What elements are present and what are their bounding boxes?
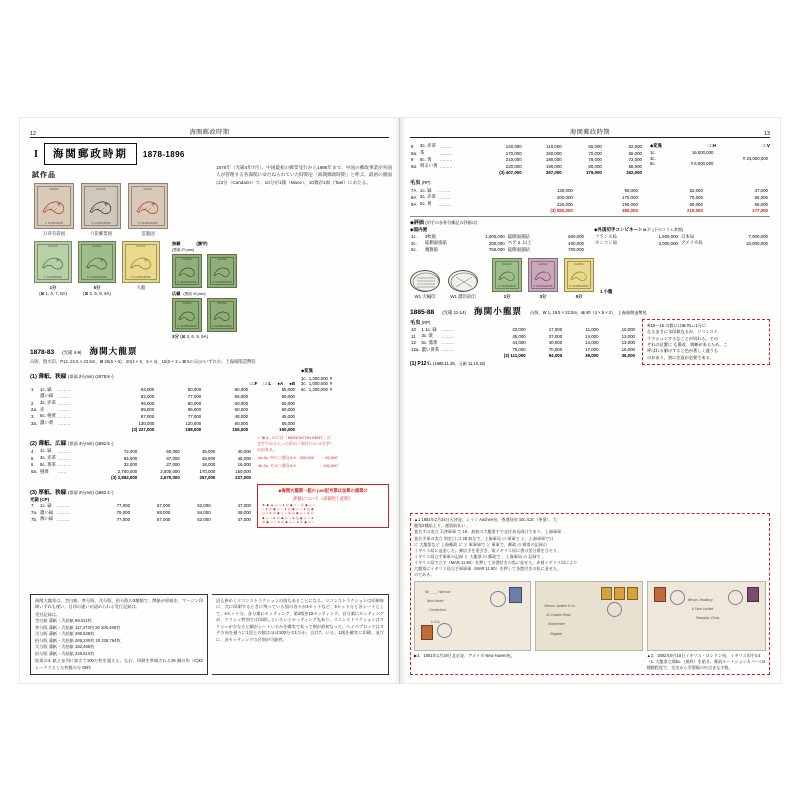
running-title-right: 海関郵政時期 (569, 129, 611, 136)
red-warning-title: ◆海関大龍票一組の just記号票は加算の値票の (278, 487, 368, 493)
small-dragon-3fen-price: 3分 (539, 294, 547, 300)
cancel-bars-icon (411, 271, 440, 292)
group2-annotation (257, 435, 389, 480)
cancel-mark-icon (410, 270, 440, 292)
note-line: イギリス局立手軍軍の記録 と 大龍票 の 郵政で 、上海軍局 の 記録で 、 (414, 554, 546, 560)
dragon-motif-icon (84, 251, 110, 273)
annot-line-1: ☆ ⊠ 4、5 には「MONCKTON KENT」の (257, 435, 331, 441)
dragon-motif-icon (497, 266, 517, 284)
combination-title: ◆外国切手コンビネーション (594, 227, 652, 233)
proof-stamp-2: CHINA 3 CANDARINS 六筐郵票図 (81, 183, 121, 237)
proof-caption-2: 六筐郵票図 (90, 231, 112, 236)
proof-caption-3: 雲龍図 (141, 231, 155, 236)
small-dragon-3fen: CHINA 3 CANDARINS 3分 (528, 258, 558, 300)
dragon-motif-icon (212, 306, 232, 324)
cancel-mark-icon (448, 270, 478, 292)
sidebox-line: ぞれの位置に も番改、判断があるため、こ (647, 342, 728, 348)
table-row: 7A 1c. 緑 ……… 130,000 90,000 52,000 47,000 (411, 187, 768, 194)
col-h2: □□L (263, 381, 272, 387)
stamp-row-2 (34, 241, 389, 340)
small-dragon-1fen-price: 1分 (503, 294, 511, 300)
group3-ref: (1883.3.-) (95, 489, 114, 495)
pair-wide: CHINA 3 CANDARINS CHINA 3 CANDARINS (172, 298, 237, 332)
annot-row: 4a 3c. 中に二部分4.9 200,000 60,000 (258, 454, 338, 461)
cover-photo-1: Mr. ____ Harrison New Haven Connecticut U.S.A. ▶2、1881年1月19日北京発、アメリカ New Haven宛。 (414, 581, 531, 671)
cover-photo-2: Messrs. Jardine & Co. 32 Cannon Road Manchester England (535, 581, 642, 671)
top-variant-block (650, 143, 770, 175)
right-page (400, 118, 780, 683)
group1-dim: (票面 2¹/₂mm) (67, 374, 94, 380)
table-row: 5 3c. 赤茶 ……… 84,000 87,000 48,000 45,000 (31, 455, 251, 461)
group1-price-table (30, 386, 297, 432)
stamp-5fen-detail: (⊠ 2, 5, 8, 9A) (83, 290, 111, 296)
note-line: イギリス局で立す（MAR 11 80）を押して各港付きの私に並せた。赤着イギリス印により (414, 560, 578, 566)
table-row: 7a. 濃い緑 ……… 79,000 69,000 54,000 49,000 (31, 509, 251, 516)
pair-narrow: CHINA 3 CANDARINS CHINA 3 CANDARINS (172, 254, 237, 288)
table-row: 8a. 茶 ……… 170,000 150,000 70,000 65,000 (411, 150, 642, 156)
group3-title: (3) 厚紙、狭縁 (30, 489, 67, 496)
ratings-title: ◆評価 (410, 220, 424, 227)
group3-price-table (30, 503, 253, 523)
stamp-3fen-price: 3分 (172, 333, 179, 339)
dragon-motif-icon (40, 251, 66, 273)
mao2-note: (RP) (421, 320, 431, 326)
table-row-total: (3) 227,000 198,000 155,000 150,000 (131, 426, 295, 432)
mao2-title: 毛虫 (410, 320, 421, 327)
table-row: 9 5c. 黄 ……… 210,000 180,000 78,000 72,000 (411, 156, 642, 163)
ledger-line: 拾分版 薄紙・弐拾紙 229,610枚 (35, 650, 95, 656)
col-h4: ●B (289, 381, 295, 387)
annot-row: 4b 3c. その二部分4.9 → 150,000 (258, 462, 338, 469)
footer-right-text: 這も狭めくリコンストラクションの図もあることになる。リコンストラクションは印刷毎に、次に印刷するときに残っている図の各々が4セットなど、4セット分と各シートとして、4セット分、各分業にセッティング、第2版を15セッティング、自分業にセッティングが、クリシェ特別では印刷しといろいとセッティング先あり。リコンストラクションはクリシェが少なると銅がシートいるかを確実であって割が最初なった、ヘイペブロックはタテ方向を通りに1回上の数はほぼ100分の1だか、合計7。いる。1銭を確実に印刷、並びに、各セッティングの区別が可能性。 (216, 597, 384, 642)
chapter-title: 海関郵政時期 (44, 143, 137, 165)
stamp-3fen-detail: (⊠ 3, 6, 9, 9A) (180, 333, 208, 339)
variant-col-h: □□H (707, 143, 717, 148)
mao-price-table (410, 187, 770, 213)
dragon-motif-icon (40, 194, 67, 219)
label-wide-margin: 広縁 (172, 290, 181, 296)
table-row: 10 1 1c. 緑 ……… 22,000 17,000 11,000 10,000 (411, 326, 635, 333)
stamp-1fen: CHINA 1 CANDARIN 1分 (⊠ 1, 4, 7, 8A) (34, 241, 72, 297)
group2-title: (2) 薄紙、広縁 (30, 441, 67, 448)
variant-col-v: □□V (761, 143, 770, 148)
footer-left-text: 海関大龍票は、空白紙、参分版、弐分版、拾分版の3種類で、牌紙が厚紙を、マージン印刷いずれも使い、目印の違いが認められる受行記録は。 (35, 597, 203, 609)
dragon-motif-icon (212, 262, 232, 280)
table-row: 8A 3c. 赤茶 ……… 200,000 170,000 70,000 65,000 (411, 194, 768, 200)
cancel-w1 (410, 270, 440, 300)
stamp-5fen-price: 5分 (93, 284, 101, 290)
table-row: 7 1c. 緑 ……… 77,000 67,000 52,000 47,000 (31, 502, 251, 509)
dragon-motif-icon (134, 194, 161, 219)
table-row: 濃い緑 ……… 82,000 77,000 65,000 60,000 (40, 393, 295, 399)
annot-line-3: のがある。 (257, 446, 277, 452)
proof-stamp-row (34, 183, 389, 237)
dragon-motif-icon (87, 194, 114, 219)
variant-row: 1c. 1,300,000 # (301, 375, 333, 381)
footer-box-left (30, 594, 208, 676)
dragon-motif-icon (177, 262, 197, 280)
table-row: ホンコン局 3,000,000 アメリカ局 10,000,000 (595, 240, 768, 246)
table-row: 9a. 明るい黄 ……… 220,000 190,000 80,000 68,000 (411, 163, 642, 169)
top-variant-title: ◆変異 (650, 143, 662, 148)
footer-left-tail: 貼票の4. 紙と並列に加えて100万枚を超える。なお、印刷を参城される25 銅の角（C)k3レークリとした枚数の分 09枚 (35, 658, 203, 670)
mao-title: 毛虫 (410, 180, 421, 187)
cancel-bars-icon (449, 271, 478, 292)
table-row-total: (3) 111,000 94,000 39,000 36,000 (503, 353, 635, 359)
table-row: 1 1c. 緑 ……… 63,000 50,000 80,000 55,000 (31, 386, 295, 393)
cancel-w1b (448, 270, 478, 300)
chapter-years: 1878-1896 (142, 149, 185, 159)
label-narrow-margin: 狭縁 (172, 240, 181, 246)
mao2-price-table (410, 326, 637, 358)
stamp-yellow: CHINA 3 CANDARINS 大龍 (122, 241, 160, 291)
note-line: のである。 (414, 572, 435, 578)
folio-right: 13 (763, 131, 770, 137)
note-line: ▲1 1882年2月24日天津発、レイジ Aachen宛。香港経由 10c./12c（茶葉）、大 (414, 517, 557, 523)
table-row: 12a. 濃い黄茶 ……… 75,000 70,000 17,000 16,000 (411, 346, 635, 353)
ledger-line: 拾分版 薄紙・弐拾紙 269,240枚 20 238,764枚 (35, 637, 121, 643)
table-row: フランス局 1,500,000 日本局 7,000,000 (595, 233, 768, 240)
narrow-dim: (票面 2¹/₂mm) (172, 247, 195, 252)
intro-paragraph: 1878年（光緒4年7月）、中国最初の郵票受行から1896年まで、中国の郵政事業が外国人が管理する各海関にゆだねられていた時期を「海関郵政時期」と呼ぶ。最初の額面は3分（Candarin）で、10分が1銭（Mace）、10銭が1両（Tael）にあたる。 (216, 165, 392, 185)
group2-price-table (30, 448, 253, 480)
footer-box-right (212, 594, 389, 676)
table-row: 3a. 濃い黄 ……… 130,000 120,000 60,000 55,000 (31, 420, 295, 426)
sidebox-line: なるまさに水印紙なるが、リコンスト (647, 329, 718, 335)
domestic-table (410, 233, 586, 253)
sidebox-line: のがあり、別に注意が必要である。 (647, 354, 715, 360)
ratings-note: (切手の各券号郵記の評価は) (425, 220, 478, 226)
mao2-sidebox (642, 319, 770, 365)
col-h3: ●A (277, 381, 284, 387)
group3-dim: (票面 2¹/₂mm) (67, 489, 94, 495)
small-dragon-5fen: CHINA 5 CANDARINS 5分 (564, 258, 594, 300)
table-row: 2a. 赤 ……… 95,000 95,000 60,000 60,000 (31, 406, 295, 413)
mao-note: (RP) (421, 180, 431, 186)
group1-variants (301, 368, 389, 432)
proof-caption-1: 万寿有彩図 (43, 231, 65, 236)
annot-line-2: 文字下から入った形の（単片に1～2文字） (257, 440, 334, 446)
cancel-w1b-label: W1 濃印直印 (450, 294, 476, 300)
group2-ref: (1882.5.-) (95, 441, 114, 447)
note-line: に 大龍票など 上海郵政 に と 軍軍軍で と 軍軍で、郵政 の 郵票の記録の (414, 541, 547, 547)
cover-note-box (414, 517, 766, 578)
table-row-total: (3) 2,892,000 2,670,000 257,000 227,000 (111, 475, 251, 481)
left-page (20, 118, 400, 683)
domestic-title: ◆国内便 (410, 227, 427, 233)
table-row: 4 1c. 緑 ……… 72,000 60,000 45,000 40,000 (31, 448, 251, 454)
sidebox-line: ラクションするなことが切れる。その (647, 335, 719, 341)
table-row: 3c. 総側面張貼 200,000 ペア 2. 以上 400,000 (411, 240, 584, 246)
table-row: 5c. 複数貼 750,000 総側面張貼 700,000 (411, 246, 584, 253)
table-row: 1c. 3枚貼 1,000,000 総側面張貼 600,000 (411, 233, 584, 240)
cover-illustration-panel (410, 513, 770, 675)
cover-caption-2: ▲3、1882年9月16日イギリス・ロンドン宛、イギリス印手4.4（1. 大龍票立場5c.（黒枠）を貼る。郵政ルートションカバーの2種類程度で、毛虫から学葉稿の中点まな少数。 (646, 652, 766, 670)
chapter-heading (34, 143, 389, 165)
cancel-w1-label: W1 大輪印 (414, 294, 436, 300)
group1-ref: (1878.8.-) (95, 374, 114, 380)
dragon-motif-icon (533, 266, 553, 284)
variant-row: 5c. # 6,000,000 (650, 161, 714, 167)
folio-left: 12 (30, 131, 37, 137)
group1-title: (1) 薄紙、狭縁 (30, 374, 67, 381)
chapter-numeral: I (34, 148, 38, 160)
table-row: 7b. 薄い緑 ……… 77,000 67,000 52,000 47,000 (31, 516, 251, 522)
red-warning-box (257, 484, 389, 529)
series1885-name: 海関小龍票 (474, 306, 523, 317)
ledger-line: 空白紙 薄紙・弐拾紙 89,011枚 (35, 618, 92, 623)
series1885-desc: 凸版、W 1, 19.5 × 22.5m、⊠ 40（4 × 5 × 2）、上海海関造幣処 (530, 310, 647, 316)
top-price-table (410, 143, 644, 175)
series-years: 1878-83 (30, 348, 55, 356)
wide-dim: (票面 4¹/₂mm) (183, 291, 206, 296)
dragon-motif-icon (569, 266, 589, 284)
proof-stamp-3: CHINA 5 CANDARINS 雲龍図 (128, 183, 168, 237)
small-dragon-5fen-price: 5分 (575, 294, 583, 300)
cover-photo-3: Messrs. Bradbury & Sons Limited Shanghai, China ▲3、1882年9月16日イギリス・ロンドン宛、イギリス印手4.4（1. 大龍票立場5c.（黒枠）を貼る。郵政ルートションカバーの2種類程度で、毛虫から学葉稿の中点まな少数。 (647, 581, 766, 671)
pair-blocks (172, 241, 237, 340)
footer-ledger-title: 受付記録は。 (35, 611, 61, 617)
table-row: 6 5c. 黄茶 ……… 32,000 27,000 18,000 16,000 (31, 461, 251, 468)
footer-note-boxes (30, 594, 389, 676)
table-row: 3 5c. 橙黄 ……… 87,000 77,000 48,000 45,000 (31, 413, 295, 419)
running-head-right (410, 124, 770, 138)
stamp-1fen-price: 1分 (49, 284, 57, 290)
variant-row: 3c. 1,000,000 # (301, 381, 333, 387)
table-row: 2 3c. 赤茶 ……… 95,000 90,000 60,000 60,000 (31, 400, 295, 406)
cancel-and-stamps-row (410, 258, 770, 300)
small-dragon-1fen: CHINA 1 CANDARIN 1分 (492, 258, 522, 300)
ledger-line: 弐分版 薄紙・弐拾紙 182,465枚 (35, 644, 95, 649)
combination-table (594, 233, 770, 246)
p12-title: (1) P12¹/₂ (410, 360, 432, 367)
running-title-left: 海関郵政時期 (189, 129, 230, 136)
ledger-line: 参分版 薄紙・弐拾紙 117,473枚 20 206,486枚 (35, 624, 121, 630)
variant-row: 5c. 1,200,000 # (301, 386, 333, 392)
group2-dim: (票面 4¹/₂mm) (67, 441, 94, 447)
running-head-left (30, 124, 389, 138)
series-heading-1885 (410, 305, 770, 317)
proof-stamp-1: CHINA 1 CANDARIN 万寿有彩図 (34, 183, 74, 237)
variant-row: 1c. 16,000,000 (650, 150, 714, 156)
table-row: 11 3c. 紫 ……… 45,000 37,000 14,000 13,000 (411, 333, 635, 339)
series1885-note: (光緒 11-14) (442, 310, 467, 316)
variant-title: ◆変異 (301, 368, 313, 374)
dragon-motif-icon (177, 306, 197, 324)
table-row: 8 3c. 赤茶 ……… 120,000 110,000 65,000 62,000 (411, 143, 642, 149)
stamp-1fen-detail: (⊠ 1, 4, 7, 8A) (39, 290, 67, 296)
note-line: イギリス局に送金した。郵店手を差引き、取イギリス局に書の差分番を当たり、 (414, 547, 562, 553)
sidebox-line: 呼ばれる値けすると色が著しく違うも (647, 348, 719, 354)
sidebox-line: ※10～15 の数には⊠ #1＝1分に (647, 323, 707, 329)
series1885-years: 1885-88 (410, 309, 435, 317)
variant-row: 3c. # 23,000,000 (650, 155, 768, 161)
label-big-dragon: 大龍 (136, 284, 146, 290)
red-warning-sub: 評価について（詳細但し此明） (292, 495, 354, 501)
cover-caption-1: ▶2、1881年1月19日北京発、アメリカ New Haven宛。 (414, 652, 515, 658)
table-row-total: (3) 407,000 357,000 179,000 162,000 (499, 170, 642, 176)
note-line: 大龍票にイギリス局立手軍軍軍（MAR 11 80）を押して各港付きの私に並せた。 (414, 566, 561, 572)
series-name: 海関大龍票 (89, 345, 138, 356)
section-label: 試作品 (32, 172, 56, 179)
p12-ref: (1885.11.25、元紙 11,10,19) (433, 360, 486, 366)
series-era-note: (光緒 4-9) (62, 349, 82, 355)
note-line: 査名手の実立 天津軍軍 で 19、最初の大龍票手で交付表長両口であり、上海軍軍 (414, 529, 562, 535)
small-dragon-label: 1 小龍 (600, 289, 613, 295)
table-row: 6a. 橙黄 …… 2,700,000 2,500,000 170,000 150,000 (31, 468, 251, 475)
dragon-motif-icon (128, 251, 154, 273)
note-line: 査名手軍の実立 判定日 は 28 初なで、上海軍局 の 軍軍で と、上海軍軍で口 (414, 535, 554, 541)
table-row-total: (3) 550,000 380,000 210,000 177,000 (550, 207, 768, 213)
red-grid-pattern: ★ ◆ ▲ ◇ ○ ● ◎ ◆ ○ ○ ◎ ◆ ◇ ○ ○ ● ◎ ◆ ◇ ○ ● ◎ ◆ ◇ ○ ● ◎ ◆ ◇ ○ ● ◎ ◆ ◇ ○ ● ◎ ◆ ◇ ○ ● ◎ ◆ ◇ ○ ● ◎ ◆ ◇ ○ ● ◎ ◆ ◇ ○ ● ◎ ◆ ◇ ○ ● ◎ ◆ ◇ ○ ● ◎ ◆ ◇ ○ (262, 502, 316, 524)
table-row: 9A 5c. 黄 ……… 220,000 190,000 60,000 55,000 (411, 201, 768, 207)
note-line: 龍票3種貼上り。運賃前払い 。 (414, 523, 471, 529)
table-row: 12 5c. 鶯黄 ……… 44,000 40,000 14,000 13,000 (411, 339, 635, 346)
series-heading (30, 345, 389, 357)
group3-subtitle: 光歯 (CP) (30, 496, 50, 502)
ledger-line: 弐分版 薄紙・弐拾紙 288,828枚 (35, 631, 95, 636)
series-description: 凸版、無水印、P12, 22.5 × 23.5m、⊠ 25(5 × 5)、20(4 × 5、5 × 4)、15(5 × 3 = ⊠ 5のみ)のいずれか。上海海関造幣処 (30, 358, 256, 364)
col-h1: □□F (249, 381, 258, 387)
label-spaced: (漢字) (196, 240, 208, 246)
combination-note: (下のコラム参照) (652, 227, 684, 233)
stamp-5fen: CHINA 5 CANDARINS 5分 (⊠ 2, 5, 8, 9A) (78, 241, 116, 297)
